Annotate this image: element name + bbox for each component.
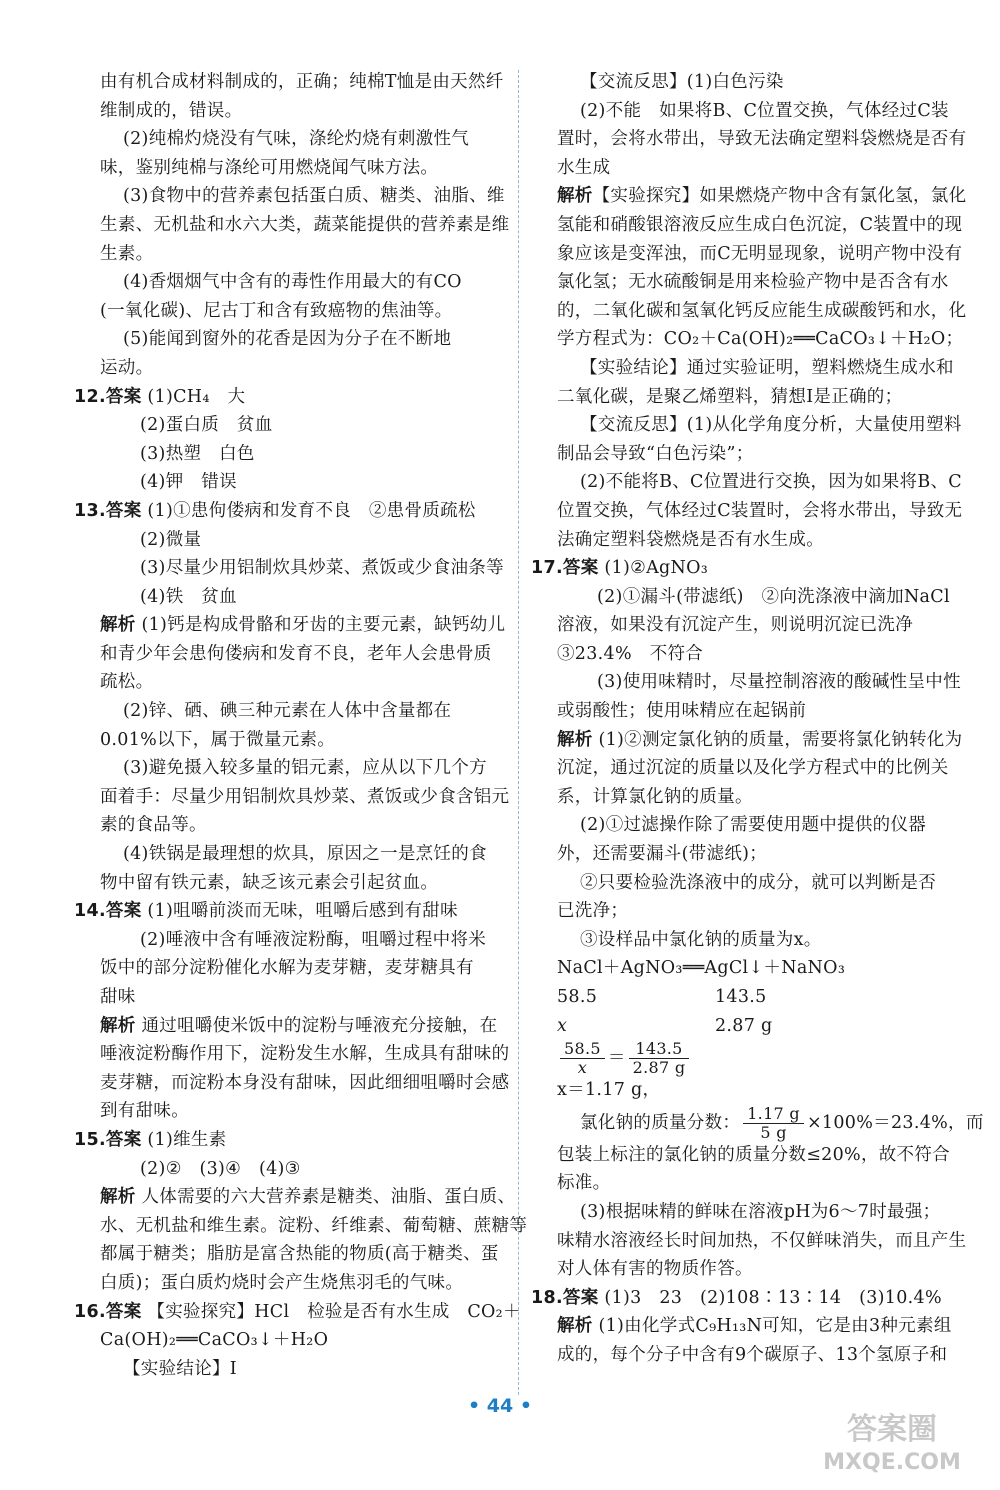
text-line: 味，鉴别纯棉与涤纶可用燃烧闻气味方法。 <box>100 157 439 178</box>
text-line: 学方程式为：CO₂＋Ca(OH)₂══CaCO₃↓＋H₂O； <box>557 329 964 350</box>
answer-tag: 答案 <box>105 500 142 521</box>
numerator: 143.5 <box>629 1040 690 1059</box>
text-line: 麦芽糖，而淀粉本身没有甜味，因此细细咀嚼时会感 <box>100 1072 510 1093</box>
text-line: 象应该是变浑浊，而C无明显现象，说明产物中没有 <box>557 243 963 264</box>
answer-block-13 <box>74 497 500 526</box>
denominator: x <box>577 1058 588 1078</box>
text-line: (3)食物中的营养素包括蛋白质、糖类、油脂、维 <box>123 186 505 207</box>
text-line: (3)避免摄入较多量的铝元素，应从以下几个方 <box>123 758 487 779</box>
answer-tag: 答案 <box>105 386 142 407</box>
text-line: 都属于糖类；脂肪是富含热能的物质(高于糖类、蛋 <box>100 1244 499 1265</box>
text-line: (4)铁 贫血 <box>140 586 237 607</box>
text-line: 系，计算氯化钠的质量。 <box>557 786 753 807</box>
text-line: 由有机合成材料制成的，正确；纯棉T恤是由天然纤 <box>100 72 504 92</box>
left-column <box>74 68 528 1383</box>
text-line: 水生成 <box>557 157 611 178</box>
text-line: 【实验探究】如果燃烧产物中含有氯化氢，氯化 <box>592 186 967 207</box>
text-line: 生素、无机盐和水六大类，蔬菜能提供的营养素是维 <box>100 214 510 235</box>
analysis-line <box>100 611 506 640</box>
text-line: 到有甜味。 <box>100 1101 189 1122</box>
answer-tag: 答案 <box>562 558 599 579</box>
text-line: 人体需要的六大营养素是糖类、油脂、蛋白质、 <box>141 1187 516 1208</box>
analysis-line <box>100 1012 500 1041</box>
question-number: 17. <box>531 558 563 579</box>
text-line: 疏松。 <box>100 672 154 693</box>
question-number: 14. <box>74 901 106 922</box>
text-line: (2)微量 <box>140 529 202 550</box>
ratio-value: 2.87 g <box>715 1015 773 1036</box>
denominator: 2.87 g <box>632 1058 686 1078</box>
text-span: ×100%＝23.4%，而 <box>806 1112 984 1133</box>
text-line: 【实验探究】HCl 检验是否有水生成 CO₂＋ <box>147 1301 521 1322</box>
text-line: 物中留有铁元素，缺乏该元素会引起贫血。 <box>100 872 439 893</box>
analysis-tag: 解析 <box>100 1187 136 1208</box>
text-line: 甜味 <box>100 987 136 1007</box>
answer-tag: 答案 <box>105 901 142 922</box>
answer-tag: 答案 <box>562 1287 599 1308</box>
text-line: 法确定塑料袋燃烧是否有水生成。 <box>557 529 824 550</box>
text-line: (1)由化学式C₉H₁₃N可知，它是由3种元素组 <box>598 1316 952 1337</box>
answer-block-15 <box>74 1126 500 1155</box>
text-line: (1)钙是构成骨骼和牙齿的主要元素，缺钙幼儿 <box>141 615 506 636</box>
watermark-url: MXQE.COM <box>823 1450 961 1475</box>
text-line: 已洗净； <box>557 901 629 922</box>
numerator: 1.17 g <box>743 1105 804 1124</box>
analysis-tag: 解析 <box>557 729 593 750</box>
text-line: Ca(OH)₂══CaCO₃↓＋H₂O <box>100 1330 329 1351</box>
text-line: 氢能和硝酸银溶液反应生成白色沉淀，C装置中的现 <box>557 214 963 235</box>
text-line: 的，二氧化碳和氢氧化钙反应能生成碳酸钙和水，化 <box>557 300 967 321</box>
ratio-value: 58.5 <box>557 987 598 1007</box>
analysis-tag: 解析 <box>100 615 136 636</box>
text-line: 沉淀，通过沉淀的质量以及化学方程式中的比例关 <box>557 758 949 779</box>
watermark-title: 答案圈 <box>847 1412 937 1447</box>
text-line: (4)铁锅是最理想的炊具，原因之一是烹饪的食 <box>123 844 487 865</box>
column-divider <box>518 70 520 1395</box>
question-number: 16. <box>74 1301 106 1322</box>
text-line: x＝1.17 g， <box>557 1080 661 1101</box>
analysis-line <box>557 726 963 755</box>
text-line: (2)② (3)④ (4)③ <box>140 1158 301 1179</box>
fraction <box>629 1040 690 1077</box>
text-line: 唾液淀粉酶作用下，淀粉发生水解，生成具有甜味的 <box>100 1044 510 1065</box>
text-line: 制品会导致“白色污染”； <box>557 443 754 464</box>
text-line: 【实验结论】通过实验证明，塑料燃烧生成水和 <box>580 357 954 378</box>
proportion-line: $\frac{58.5}{x}$ ＝ $\frac{143.5}{2.87 g}$ <box>557 1040 940 1076</box>
text-line: (4)钾 错误 <box>140 472 237 493</box>
text-line: 【交流反思】(1)从化学角度分析，大量使用塑料 <box>580 415 962 436</box>
text-line: 溶液，如果没有沉淀产生，则说明沉淀已洗净 <box>557 615 913 636</box>
text-line: (1)②测定氯化钠的质量，需要将氯化钠转化为 <box>598 729 963 750</box>
text-line: 位置交换，气体经过C装置时，会将水带出，导致无 <box>557 500 963 521</box>
answer-tag: 答案 <box>105 1301 142 1322</box>
text-line: 标准。 <box>557 1173 611 1194</box>
question-number: 18. <box>531 1287 563 1308</box>
text-line: (2)锌、硒、碘三种元素在人体中含量都在 <box>123 701 452 722</box>
text-line: (1)①患佝偻病和发育不良 ②患骨质疏松 <box>147 500 476 521</box>
analysis-tag: 解析 <box>100 1015 136 1036</box>
answer-block-17 <box>531 554 940 583</box>
analysis-line <box>557 182 967 211</box>
text-line: ②只要检验洗涤液中的成分，就可以判断是否 <box>580 872 936 893</box>
text-line: (2)①漏斗(带滤纸) ②向洗涤液中滴加NaCl <box>597 586 950 607</box>
text-line: 和青少年会患佝偻病和发育不良，老年人会患骨质 <box>100 643 492 664</box>
numerator: 58.5 <box>560 1040 605 1059</box>
answer-block-16 <box>74 1298 521 1327</box>
text-line: 或弱酸性；使用味精应在起锅前 <box>557 701 807 722</box>
analysis-line <box>100 1183 516 1212</box>
text-line: 置时，会将水带出，导致无法确定塑料袋燃烧是否有 <box>557 129 967 150</box>
text-line: 通过咀嚼使米饭中的淀粉与唾液充分接触，在 <box>141 1015 498 1036</box>
text-line: 生素。 <box>100 243 154 264</box>
question-number: 13. <box>74 500 106 521</box>
text-line: (一氧化碳)、尼古丁和含有致癌物的焦油等。 <box>100 300 453 321</box>
text-line: 运动。 <box>100 357 154 378</box>
equation-line: NaCl＋AgNO₃══AgCl↓＋NaNO₃ <box>557 958 846 979</box>
text-line: (5)能闻到窗外的花香是因为分子在不断地 <box>123 329 452 350</box>
ratio-value: 143.5 <box>715 987 767 1007</box>
text-line: (3)热塑 白色 <box>140 443 255 464</box>
mass-fraction-line <box>557 1103 984 1142</box>
text-line: (2)蛋白质 贫血 <box>140 415 273 436</box>
answer-block-14 <box>74 897 500 926</box>
text-line: (4)香烟烟气中含有的毒性作用最大的有CO <box>123 272 462 293</box>
text-line: (1)3 23 (2)108∶13∶14 (3)10.4% <box>604 1287 942 1308</box>
text-line: (2)不能将B、C位置进行交换，因为如果将B、C <box>580 472 962 493</box>
text-line: (3)尽量少用铝制炊具炒菜、煮饭或少食油条等 <box>140 558 504 579</box>
answer-block-18 <box>531 1284 942 1313</box>
text-line: 白质)；蛋白质灼烧时会产生烧焦羽毛的气味。 <box>100 1272 464 1293</box>
text-line: 维制成的，错误。 <box>100 100 243 121</box>
text-line: (1)维生素 <box>147 1129 227 1150</box>
ratio-value: x <box>557 1015 568 1036</box>
text-line: (2)不能 如果将B、C位置交换，气体经过C装 <box>580 100 949 121</box>
text-line: (3)根据味精的鲜味在溶液pH为6～7时最强； <box>580 1201 941 1222</box>
text-line: 二氧化碳，是聚乙烯塑料，猜想Ⅰ是正确的； <box>557 386 903 407</box>
text-span: 氯化钠的质量分数： <box>580 1112 741 1133</box>
page-number: • 44 • <box>468 1395 532 1417</box>
question-number: 15. <box>74 1129 106 1150</box>
text-line: 饭中的部分淀粉催化水解为麦芽糖，麦芽糖具有 <box>100 958 474 979</box>
text-line: 成的，每个分子中含有9个碳原子、13个氢原子和 <box>557 1344 948 1365</box>
text-line: (3)使用味精时，尽量控制溶液的酸碱性呈中性 <box>597 672 961 693</box>
watermark-logo <box>812 1405 972 1479</box>
text-line: (1)②AgNO₃ <box>604 558 709 579</box>
text-line: ③23.4% 不符合 <box>557 643 704 664</box>
right-column <box>531 68 984 1370</box>
text-line: 【实验结论】Ⅰ <box>123 1358 238 1379</box>
analysis-line <box>557 1312 952 1341</box>
text-line: 外，还需要漏斗(带滤纸)； <box>557 844 768 865</box>
fraction <box>560 1040 605 1077</box>
ratio-row <box>557 1012 940 1041</box>
answer-block-12 <box>74 383 500 412</box>
analysis-tag: 解析 <box>557 186 593 207</box>
fraction <box>743 1105 804 1142</box>
text-line: 对人体有害的物质作答。 <box>557 1259 753 1280</box>
text-line: 面着手：尽量少用铝制炊具炒菜、煮饭或少食含铝元 <box>100 786 510 807</box>
text-line: 素的食品等。 <box>100 815 207 836</box>
analysis-tag: 解析 <box>557 1316 593 1337</box>
text-line: (1)咀嚼前淡而无味，咀嚼后感到有甜味 <box>147 901 458 922</box>
text-line: (2)纯棉灼烧没有气味，涤纶灼烧有刺激性气 <box>123 129 470 150</box>
denominator: 5 g <box>760 1122 787 1142</box>
text-line: 水、无机盐和维生素。淀粉、纤维素、葡萄糖、蔗糖等 <box>100 1215 528 1236</box>
text-line: (2)唾液中含有唾液淀粉酶，咀嚼过程中将米 <box>140 929 487 950</box>
text-line: 味精水溶液经长时间加热，不仅鲜味消失，而且产生 <box>557 1230 967 1251</box>
text-line: ③设样品中氯化钠的质量为x。 <box>580 929 822 950</box>
text-line: (2)①过滤操作除了需要使用题中提供的仪器 <box>580 815 927 836</box>
answer-tag: 答案 <box>105 1129 142 1150</box>
text-line: (1)CH₄ 大 <box>147 386 246 407</box>
text-line: 包装上标注的氯化钠的质量分数≤20%，故不符合 <box>557 1144 950 1165</box>
text-line: 【交流反思】(1)白色污染 <box>580 72 784 92</box>
text-line: 氯化氢；无水硫酸铜是用来检验产物中是否含有水 <box>557 272 949 293</box>
question-number: 12. <box>74 386 106 407</box>
ratio-row <box>557 983 940 1012</box>
text-line: 0.01%以下，属于微量元素。 <box>100 729 336 750</box>
